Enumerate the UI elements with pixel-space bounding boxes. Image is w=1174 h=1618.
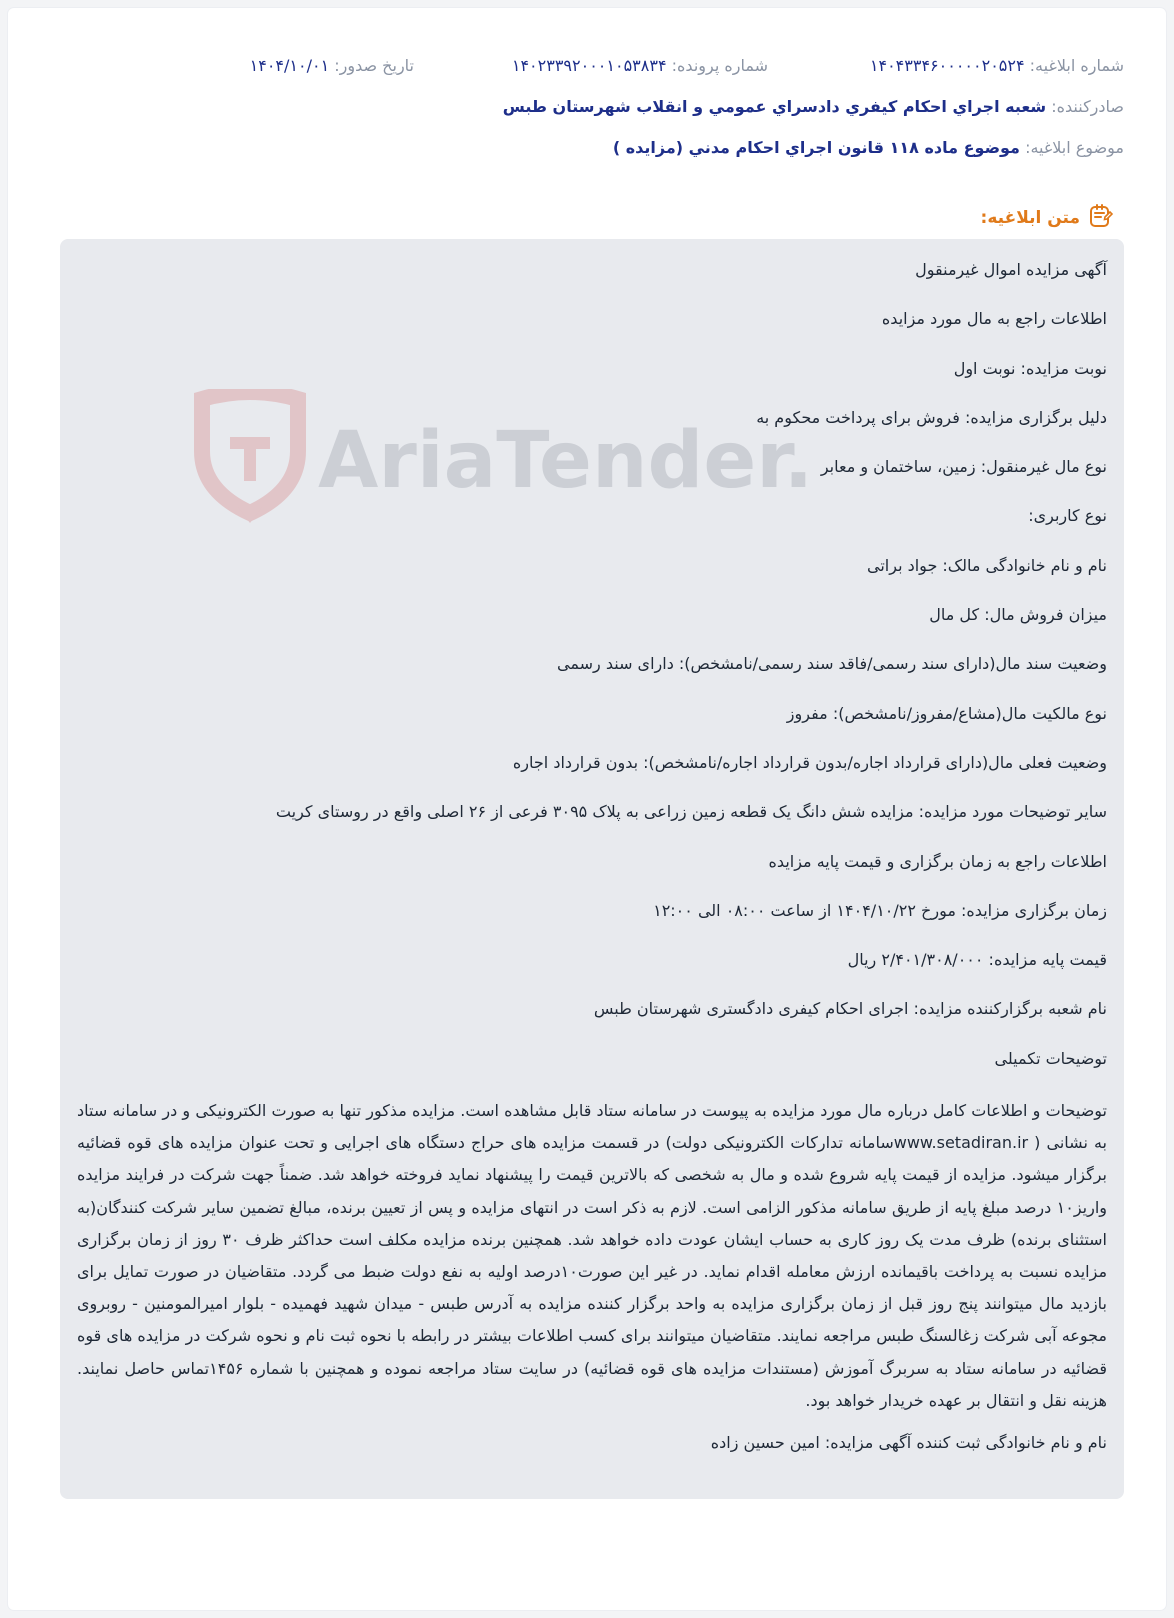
notice-number-label: شماره ابلاغیه: bbox=[1029, 56, 1124, 75]
section-title: متن ابلاغیه: bbox=[980, 208, 1080, 228]
subject-row bbox=[8, 138, 1166, 162]
body-line: سایر توضیحات مورد مزایده: مزایده شش دانگ یک قطعه زمین زراعی به پلاک ۳۰۹۵ فرعی از ۲۶ اصلی واقع در روستای کریت bbox=[275, 802, 1107, 822]
header-meta-row bbox=[8, 56, 1166, 80]
notice-lines bbox=[77, 257, 1107, 1456]
body-line: قیمت پایه مزایده: ۲/۴۰۱/۳۰۸/۰۰۰ ریال bbox=[847, 950, 1107, 970]
body-line: توضیحات تکمیلی bbox=[994, 1048, 1107, 1068]
details-paragraph: توضیحات و اطلاعات کامل درباره مال مورد مزایده به پیوست در سامانه ستاد قابل مشاهده است. مزایده مذکور تنها به صورت الکترونیکی و در سامانه ستاد به نشانی ( www.setadiran.irسامانه تدارکات الکترونیکی دولت) در قسمت مزایده های حراج دستگاه های اجرایی و تحت عنوان مزایده های قوه قضائیه برگزار میشود. مزایده از قیمت پایه شروع شده و مال به شخصی که بالاترین قیمت را پیشنهاد نماید فروخته خواهد شد. ضمناً جهت شرکت در فرایند مزایده واریز۱۰ درصد مبلغ پایه از طریق سامانه مذکور الزامی است. لازم به ذکر است در انتهای مزایده و پس از تعیین برنده، مبالغ تضمین سایر شرکت کنندگان(به استثنای برنده) ظرف مدت یک روز کاری به حساب ایشان عودت داده خواهد شد. همچنین برنده مزایده مکلف است حداکثر ظرف ۳۰ روز از زمان برگزاری مزایده نسبت به پرداخت باقیمانده ارزش معامله اقدام نماید. در غیر این صورت۱۰درصد اولیه به نفع دولت ضبط می گردد. متقاضیان در صورت تمایل برای بازدید مال میتوانند پنج روز قبل از زمان برگزاری مزایده به واحد برگزار کننده مزایده به آدرس طبس - میدان شهید فهمیده - بلوار امیرالمومنین - روبروی مجوعه آبی شرکت زغالسنگ طبس مراجعه نمایند. متقاضیان میتوانند برای کسب اطلاعات بیشتر در رابطه با نحوه ثبت نام و نحوه شرکت در مزایده های قوه قضائیه در سامانه ستاد به سربرگ آموزش (مستندات مزایده های قوه قضائیه) در سایت ستاد مراجعه نموده و همچنین با شماره ۱۴۵۶تماس حاصل نمایند. هزینه نقل و انتقال بر عهده خریدار خواهد بود. bbox=[77, 1101, 1108, 1410]
registrant-line: نام و نام خانوادگی ثبت کننده آگهی مزایده: امین حسین زاده bbox=[710, 1433, 1107, 1453]
body-line: نوع مالکیت مال(مشاع/مفروز/نامشخص): مفروز bbox=[786, 703, 1107, 723]
issuer-row bbox=[8, 97, 1166, 121]
body-line: اطلاعات راجع به زمان برگزاری و قیمت پایه مزایده bbox=[768, 851, 1107, 871]
case-number-field bbox=[512, 56, 768, 75]
body-line: نام و نام خانوادگی مالک: جواد براتی bbox=[867, 555, 1107, 575]
body-line: زمان برگزاری مزایده: مورخ ۱۴۰۴/۱۰/۲۲ از ساعت ۰۸:۰۰ الی ۱۲:۰۰ bbox=[653, 900, 1107, 920]
body-line: نوع مال غیرمنقول: زمین، ساختمان و معابر bbox=[820, 457, 1107, 477]
issuer-value: شعبه اجراي احكام كيفري دادسراي عمومي و انقلاب شهرستان طبس bbox=[502, 97, 1047, 116]
body-line: نام شعبه برگزارکننده مزایده: اجرای احکام کیفری دادگستری شهرستان طبس bbox=[593, 999, 1107, 1019]
document-edit-icon bbox=[1088, 203, 1114, 233]
subject-value: موضوع ماده ۱۱۸ قانون اجراي احكام مدني (مزايده ) bbox=[612, 138, 1020, 157]
issuer-label: صادرکننده: bbox=[1051, 97, 1124, 116]
body-line: میزان فروش مال: کل مال bbox=[929, 605, 1107, 625]
body-line: وضعیت فعلی مال(دارای قرارداد اجاره/بدون قرارداد اجاره/نامشخص): بدون قرارداد اجاره bbox=[512, 752, 1107, 772]
notice-body bbox=[60, 239, 1124, 1499]
issue-date-field bbox=[250, 56, 414, 75]
body-line: اطلاعات راجع به مال مورد مزایده bbox=[881, 309, 1107, 329]
body-line: آگهی مزایده اموال غیرمنقول bbox=[915, 260, 1107, 279]
case-number-label: شماره پرونده: bbox=[671, 56, 768, 75]
issue-date-value: ۱۴۰۴/۱۰/۰۱ bbox=[249, 56, 330, 75]
case-number-value: ۱۴۰۲۳۳۹۲۰۰۰۱۰۵۳۸۳۴ bbox=[511, 56, 667, 75]
notice-text-heading bbox=[981, 203, 1114, 233]
body-line: نوبت مزایده: نوبت اول bbox=[953, 358, 1107, 378]
body-line: وضعیت سند مال(دارای سند رسمی/فاقد سند رسمی/نامشخص): دارای سند رسمی bbox=[557, 654, 1107, 674]
notice-card bbox=[8, 8, 1166, 1610]
notice-number-field bbox=[870, 56, 1124, 75]
issue-date-label: تاریخ صدور: bbox=[334, 56, 414, 75]
body-line: دلیل برگزاری مزایده: فروش برای پرداخت محکوم به bbox=[756, 407, 1107, 427]
subject-label: موضوع ابلاغیه: bbox=[1025, 138, 1124, 157]
notice-number-value: ۱۴۰۴۳۳۴۶۰۰۰۰۰۲۰۵۲۴ bbox=[869, 56, 1025, 75]
watermark-text: AriaTender bbox=[318, 416, 784, 506]
body-line: نوع کاربری: bbox=[1028, 506, 1107, 526]
